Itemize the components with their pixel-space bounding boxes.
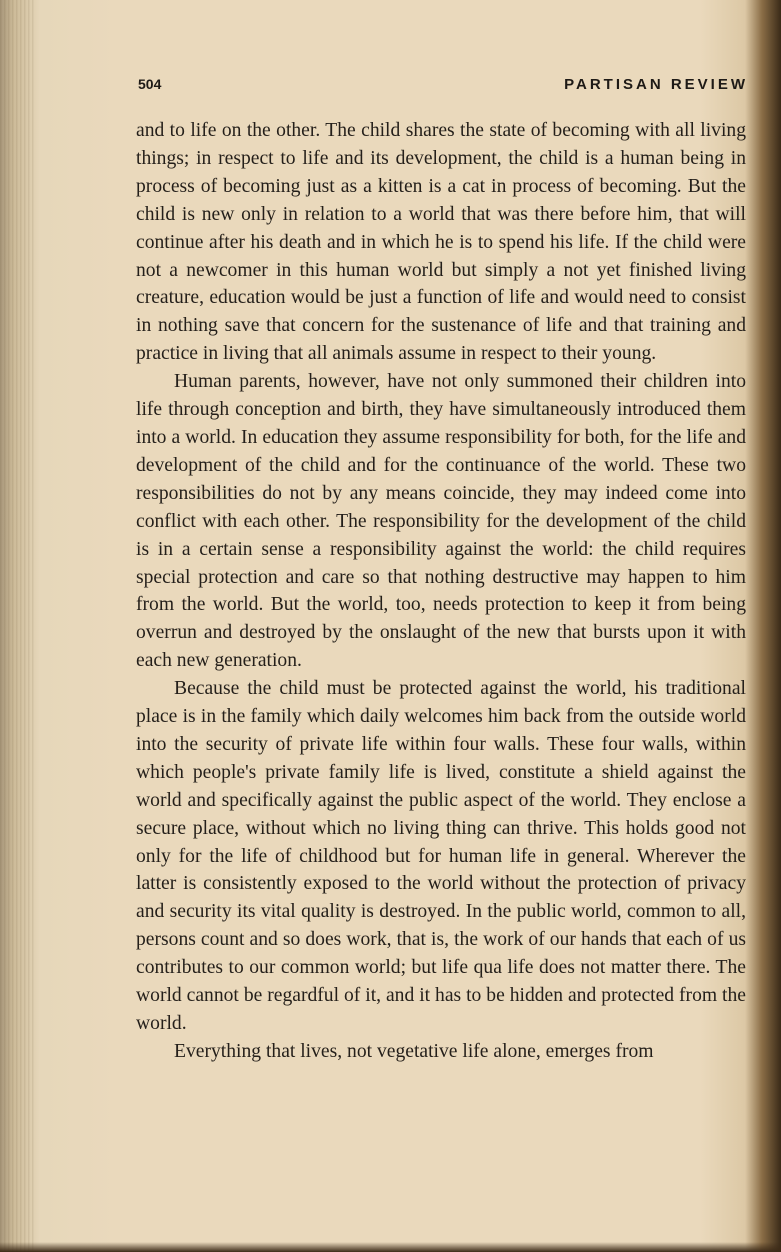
paragraph-4: Everything that lives, not vegetative life alone, emerges from: [174, 1040, 654, 1062]
book-spine-shadow: [0, 0, 34, 1252]
page-bottom-edge: [0, 1242, 781, 1252]
paragraph-1: and to life on the other. The child shares the state of becoming with all living things; in respect to life and its development, the child is a human being in process of becoming just as a kitten is a cat in process of becoming. But the child is new only in relation to a world that was there before him, that will continue after his death and in which he is to spend his life. If the child were not a newcomer in this human world but simply a not yet finished living creature, education would be just a function of life and would need to consist in nothing save that concern for the sustenance of life and that training and practice in living that all animals assume in respect to their young.: [136, 120, 746, 365]
paragraph-2: Human parents, however, have not only summoned their children into life through conception and birth, they have simultaneously introduced them into a world. In education they assume responsibility for both, for the life and development of the child and for the continuance of the world. These two responsibilities do not by any means coincide, they may indeed come into conflict with each other. The responsibility for the development of the child is in a certain sense a responsibility against the world: the child requires special protection and care so that nothing destructive may happen to him from the world. But the world, too, needs protection to keep it from being overrun and destroyed by the onslaught of the new that bursts upon it with each new generation.: [136, 371, 746, 672]
body-text: [136, 117, 746, 1066]
paragraph-3: Because the child must be protected against the world, his traditional place is in the family which daily welcomes him back from the outside world into the security of private life within four walls. These four walls, within which people's private family life is lived, constitute a shield against the world and specifically against the public aspect of the world. They enclose a secure place, without which no living thing can thrive. This holds good not only for the life of childhood but for human life in general. Wherever the latter is consistently exposed to the world without the protection of privacy and security its vital quality is destroyed. In the public world, common to all, persons count and so does work, that is, the work of our hands that each of us contributes to our common world; but life qua life does not matter there. The world cannot be regardful of it, and it has to be hidden and protected from the world.: [136, 678, 746, 1034]
running-head: PARTISAN REVIEW: [564, 76, 748, 93]
page-number: 504: [138, 76, 162, 92]
page-header: [138, 76, 748, 96]
